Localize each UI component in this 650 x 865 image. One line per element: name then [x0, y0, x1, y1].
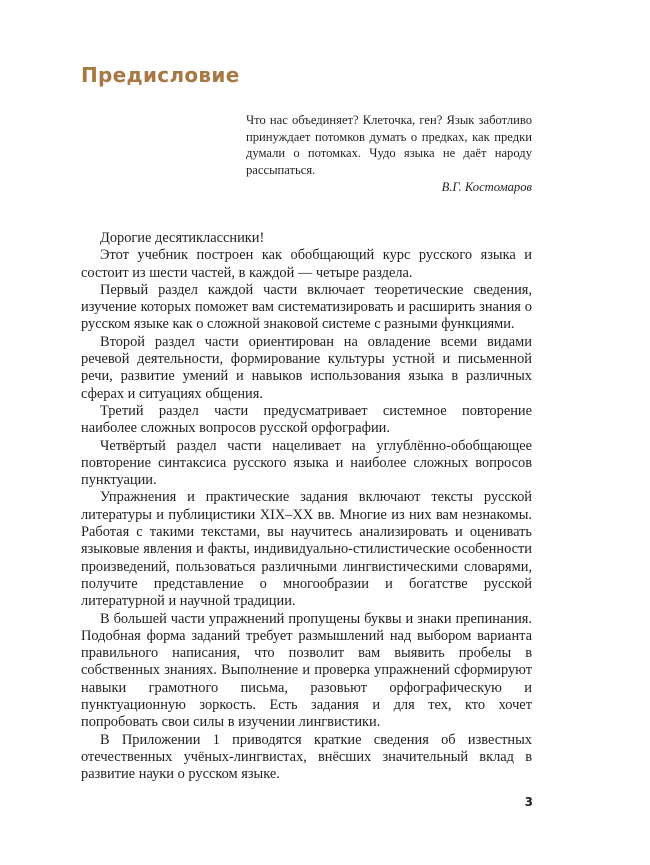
- page-number: 3: [524, 795, 533, 809]
- paragraph: Четвёртый раздел части нацеливает на углублённо-обобщающее повторение синтаксиса русского языка и наиболее сложных вопросов пунктуации.: [81, 437, 532, 489]
- epigraph-author: В.Г. Костомаров: [441, 180, 532, 194]
- paragraph-greeting: Дорогие десятиклассники!: [100, 230, 265, 246]
- epigraph: [246, 112, 532, 196]
- paragraph: Второй раздел части ориентирован на овладение всеми видами речевой деятельности, формирование культуры устной и письменной речи, развитие умений и навыков использования языка в различных сферах и ситуациях общения.: [81, 333, 532, 402]
- paragraph: Первый раздел каждой части включает теоретические сведения, изучение которых поможет вам систематизировать и расширить знания о русском языке как о сложной знаковой системе с разными функциями.: [81, 281, 532, 333]
- page-title: Предисловие: [81, 63, 240, 87]
- preface-body: [81, 230, 532, 784]
- paragraph: Упражнения и практические задания включают тексты русской литературы и публицистики XIX–XX вв. Многие из них вам незнакомы. Работая с такими текстами, вы научитесь анализировать и оценивать языковые явления и факты, индивидуально-стилистические особенности произведений, пользоваться различными лингвистическими словарями, получите представление о многообразии и богатстве русской литературной и научной традиции.: [81, 489, 532, 610]
- paragraph: В Приложении 1 приводятся краткие сведения об известных отечественных учёных-лингвистах, внёсших значительный вклад в развитие науки о русском языке.: [81, 731, 532, 783]
- paragraph: В большей части упражнений пропущены буквы и знаки препинания. Подобная форма заданий требует размышлений над выбором варианта правильного написания, что позволит вам выявить пробелы в собственных знаниях. Выполнение и проверка упражнений сформируют навыки грамотного письма, разовьют орфографическую и пунктуационную зоркость. Есть задания и для тех, кто хочет попробовать свои силы в изучении лингвистики.: [81, 610, 532, 731]
- paragraph: Третий раздел части предусматривает системное повторение наиболее сложных вопросов русской орфографии.: [81, 402, 532, 437]
- epigraph-text: Что нас объединяет? Клеточка, ген? Язык заботливо принуждает потомков думать о предках, как предки думали о потомках. Чудо языка не даёт народу рассыпаться.: [246, 113, 532, 177]
- paragraph: Этот учебник построен как обобщающий курс русского языка и состоит из шести частей, в каждой — четыре раздела.: [81, 247, 532, 281]
